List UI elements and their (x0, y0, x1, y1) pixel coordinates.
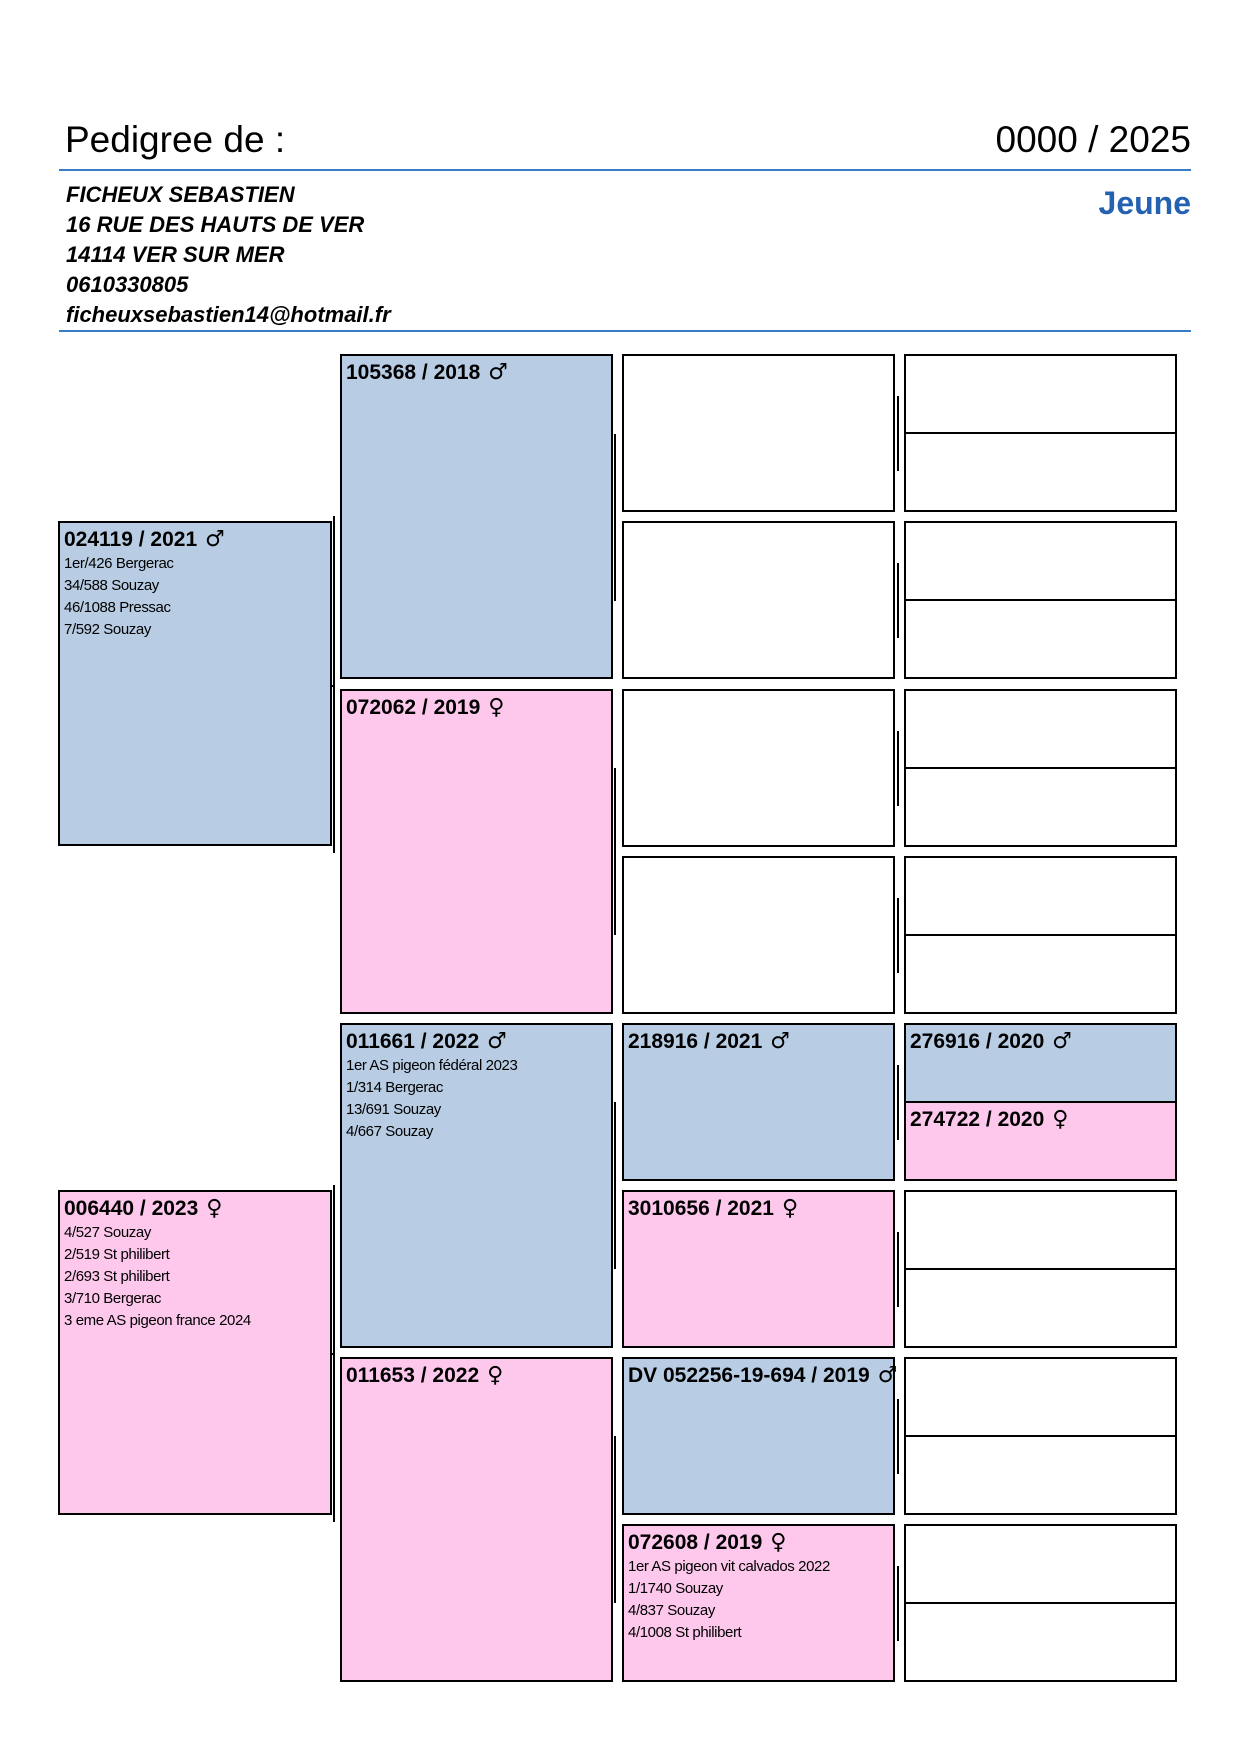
gggp-box-1 (904, 354, 1177, 434)
result-line: 4/667 Souzay (346, 1123, 433, 1140)
dam-box (58, 1190, 332, 1515)
gggp-box-16 (904, 1602, 1177, 1682)
ring-number (624, 1359, 898, 1389)
result-line: 1er/426 Bergerac (64, 555, 174, 572)
female-symbol-icon: ♀ (781, 1196, 799, 1221)
ring-text: 024119 / 2021 (64, 528, 198, 551)
female-symbol-icon: ♀ (206, 1196, 223, 1221)
result-line: 1er AS pigeon vit calvados 2022 (628, 1558, 830, 1575)
result-line: 2/519 St philibert (64, 1246, 170, 1263)
dam-sire-dam-box (622, 1190, 895, 1348)
dam-dam-box (340, 1357, 613, 1682)
gggp-box-12 (904, 1268, 1177, 1348)
gggp-box-8 (904, 934, 1177, 1014)
gggp-box-2 (904, 432, 1177, 512)
gggp-box-5 (904, 689, 1177, 769)
ring-number (60, 1192, 330, 1222)
sire-dam-box (340, 689, 613, 1014)
female-symbol-icon: ♀ (770, 1530, 787, 1555)
result-line: 1/1740 Souzay (628, 1580, 723, 1597)
ring-text: 218916 / 2021 (628, 1030, 763, 1053)
owner-block (66, 180, 391, 330)
ring-text: 276916 / 2020 (910, 1030, 1045, 1053)
result-line: 46/1088 Pressac (64, 599, 171, 616)
pedigree-number: 0000 / 2025 (995, 119, 1191, 160)
male-symbol-icon: ♂ (1052, 1029, 1073, 1054)
gggp-box-3 (904, 521, 1177, 601)
result-line: 1er AS pigeon fédéral 2023 (346, 1057, 518, 1074)
ring-number (342, 356, 611, 386)
dam-sire-sire-sire-box (904, 1023, 1177, 1103)
ring-text: DV 052256-19-694 / 2019 (628, 1364, 870, 1387)
male-symbol-icon: ♂ (205, 527, 225, 552)
female-symbol-icon: ♀ (1052, 1107, 1069, 1132)
dam-dam-dam-box (622, 1524, 895, 1682)
owner-divider (59, 330, 1191, 332)
gggp-box-4 (904, 599, 1177, 679)
result-line: 13/691 Souzay (346, 1101, 441, 1118)
result-line: 7/592 Souzay (64, 621, 151, 638)
ring-text: 011653 / 2022 (346, 1364, 480, 1387)
ring-number (906, 1025, 1175, 1055)
ggp-box-3 (622, 689, 895, 847)
sire-sire-box (340, 354, 613, 679)
category-label: Jeune (1098, 185, 1191, 221)
dam-sire-sire-box (622, 1023, 895, 1181)
gggp-box-15 (904, 1524, 1177, 1604)
gggp-box-6 (904, 767, 1177, 847)
male-symbol-icon: ♂ (770, 1029, 791, 1054)
owner-name: FICHEUX SEBASTIEN (66, 182, 295, 207)
gggp-box-14 (904, 1435, 1177, 1515)
female-symbol-icon: ♀ (488, 695, 505, 720)
result-line: 4/1008 St philibert (628, 1624, 742, 1641)
ggp-box-2 (622, 521, 895, 679)
owner-street: 16 RUE DES HAUTS DE VER (66, 212, 365, 237)
ring-text: 105368 / 2018 (346, 361, 481, 384)
male-symbol-icon: ♂ (487, 1029, 507, 1054)
gggp-box-11 (904, 1190, 1177, 1270)
result-line: 34/588 Souzay (64, 577, 159, 594)
ring-text: 3010656 / 2021 (628, 1197, 774, 1220)
result-line: 4/527 Souzay (64, 1224, 151, 1241)
owner-phone: 0610330805 (66, 272, 189, 297)
sire-box (58, 521, 332, 846)
result-line: 2/693 St philibert (64, 1268, 170, 1285)
ring-number (342, 1359, 611, 1389)
dam-dam-sire-box (622, 1357, 898, 1515)
ring-number (60, 523, 330, 553)
male-symbol-icon: ♂ (488, 360, 509, 385)
gggp-box-7 (904, 856, 1177, 936)
ggp-box-1 (622, 354, 895, 512)
female-symbol-icon: ♀ (487, 1363, 504, 1388)
ring-text: 274722 / 2020 (910, 1108, 1045, 1131)
header-divider (59, 169, 1191, 171)
ggp-box-4 (622, 856, 895, 1014)
ring-text: 072608 / 2019 (628, 1531, 763, 1554)
owner-city: 14114 VER SUR MER (66, 242, 285, 267)
gggp-box-13 (904, 1357, 1177, 1437)
page-title: Pedigree de : (65, 119, 286, 160)
ring-number (624, 1025, 893, 1055)
result-line: 1/314 Bergerac (346, 1079, 443, 1096)
dam-sire-box (340, 1023, 613, 1348)
male-symbol-icon: ♂ (877, 1363, 898, 1388)
ring-number (342, 1025, 611, 1055)
result-line: 3/710 Bergerac (64, 1290, 161, 1307)
result-line: 4/837 Souzay (628, 1602, 715, 1619)
result-line: 3 eme AS pigeon france 2024 (64, 1312, 251, 1329)
ring-number (906, 1103, 1175, 1133)
dam-sire-sire-dam-box (904, 1101, 1177, 1181)
ring-text: 072062 / 2019 (346, 696, 481, 719)
ring-number (342, 691, 611, 721)
ring-text: 006440 / 2023 (64, 1197, 199, 1220)
ring-text: 011661 / 2022 (346, 1030, 480, 1053)
owner-email: ficheuxsebastien14@hotmail.fr (66, 302, 391, 327)
ring-number (624, 1526, 893, 1556)
ring-number (624, 1192, 893, 1222)
